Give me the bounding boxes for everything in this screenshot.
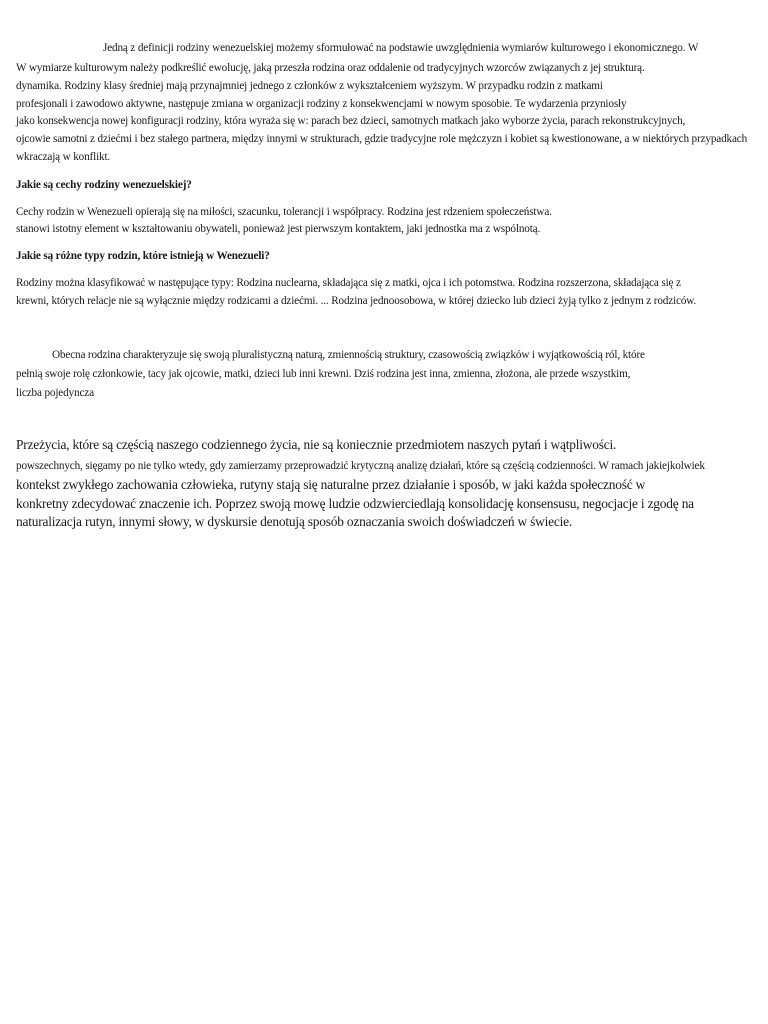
section-heading-types: Jakie są różne typy rodzin, które istnieją w Wenezueli? bbox=[16, 250, 270, 262]
intro-line-4: profesjonali i zawodowo aktywne, następuje zmiana w organizacji rodziny z konsekwencjami w nowym sposobie. Te wydarzenia przyniosły bbox=[16, 98, 627, 110]
experiences-line-3: kontekst zwykłego zachowania człowieka, rutyny stają się naturalne przez działanie i sposób, w jaki każda społeczność w bbox=[16, 477, 646, 492]
section-heading-features: Jakie są cechy rodziny wenezuelskiej? bbox=[16, 179, 192, 191]
intro-line-3: dynamika. Rodziny klasy średniej mają przynajmniej jednego z członków z wykształceniem wyższym. W przypadku rodzin z matkami bbox=[16, 80, 603, 92]
experiences-line-4: konkretny zdecydować znaczenie ich. Poprzez swoją mowę ludzie odzwierciedlają konsolidację konsensusu, negocjacje i zgodę na bbox=[16, 496, 694, 511]
features-line-2: stanowi istotny element w kształtowaniu obywateli, ponieważ jest pierwszym kontaktem, jaki jednostka ma z wspólnotą. bbox=[16, 223, 541, 235]
modern-family-line-2: pełnią swoje rolę członkowie, tacy jak ojcowie, matki, dzieci lub inni krewni. Dziś rodzina jest inna, zmienna, złożona, ale przede wszystkim, bbox=[16, 368, 631, 380]
experiences-line-2: powszechnych, sięgamy po nie tylko wtedy, gdy zamierzamy przeprowadzić krytyczną analizę działań, które są częścią codzienności. W ramach jakiejkolwiek bbox=[16, 460, 705, 472]
types-line-2: krewni, których relacje nie są wyłącznie między rodzicami a dziećmi. ... Rodzina jednoosobowa, w której dziecko lub dzieci żyją tylko z jednym z rodziców. bbox=[16, 295, 697, 307]
intro-line-6: ojcowie samotni z dziećmi i bez stałego partnera, między innymi w strukturach, gdzie tradycyjne role mężczyzn i kobiet są kwestionowane, a w niektórych przypadkach bbox=[16, 133, 748, 145]
modern-family-line-1: Obecna rodzina charakteryzuje się swoją pluralistyczną naturą, zmiennością struktury, czasowością związków i wyjątkowością ról, które bbox=[52, 349, 645, 361]
intro-line-2: W wymiarze kulturowym należy podkreślić ewolucję, jaką przeszła rodzina oraz oddalenie od tradycyjnych wzorców związanych z jej strukturą. bbox=[16, 62, 645, 74]
types-line-1: Rodziny można klasyfikować w następujące typy: Rodzina nuclearna, składająca się z matki, ojca i ich potomstwa. Rodzina rozszerzona, składająca się z bbox=[16, 277, 681, 289]
features-line-1: Cechy rodzin w Wenezueli opierają się na miłości, szacunku, tolerancji i współpracy. Rodzina jest rdzeniem społeczeństwa. bbox=[16, 206, 552, 218]
experiences-line-5: naturalizacja rutyn, innymi słowy, w dyskursie denotują sposób oznaczania swoich doświadczeń w świecie. bbox=[16, 514, 573, 529]
intro-line-1: Jedną z definicji rodziny wenezuelskiej możemy sformułować na podstawie uwzględnienia wymiarów kulturowego i ekonomicznego. W bbox=[103, 42, 699, 54]
modern-family-line-3: liczba pojedyncza bbox=[16, 387, 94, 399]
experiences-line-1: Przeżycia, które są częścią naszego codziennego życia, nie są koniecznie przedmiotem naszych pytań i wątpliwości. bbox=[16, 437, 617, 452]
intro-line-7: wkraczają w konflikt. bbox=[16, 151, 111, 163]
intro-line-5: jako konsekwencja nowej konfiguracji rodziny, która wyraża się w: parach bez dzieci, samotnych matkach jako wyborze życia, parach rekonstrukcyjnych, bbox=[16, 115, 686, 127]
